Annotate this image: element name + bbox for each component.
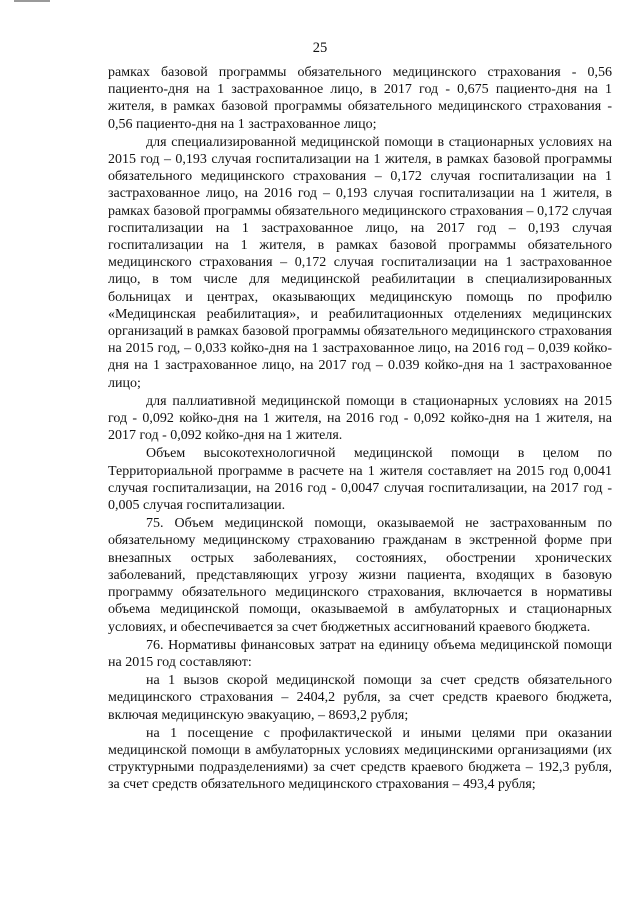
- scan-corner-mark: [14, 0, 50, 2]
- document-body: [108, 64, 612, 795]
- paragraph-item-75: 75. Объем медицинской помощи, оказываемой не застрахованным по обязательному медицинскому страхованию гражданам в экстренной форме при внезапных острых заболеваниях, состояниях, обострении хронических заболеваний, представляющих угрозу жизни пациента, входящих в базовую программу обязательного медицинского страхования, включается в нормативы объема медицинской помощи, оказываемой в амбулаторных и стационарных условиях, и обеспечивается за счет бюджетных ассигнований краевого бюджета.: [108, 516, 612, 635]
- paragraph-continued: рамках базовой программы обязательного медицинского страхования - 0,56 пациенто-дня на 1 застрахованное лицо, в 2017 год - 0,675 пациенто-дня на 1 жителя, в рамках базовой программы обязательного медицинского страхования - 0,56 пациенто-дня на 1 застрахованное лицо;: [108, 65, 612, 132]
- paragraph-specialized-care: для специализированной медицинской помощи в стационарных условиях на 2015 год – 0,193 случая госпитализации на 1 жителя, в рамках базовой программы обязательного медицинского страхования – 0,172 случая госпитализации на 1 застрахованное лицо, на 2016 год – 0,193 случая госпитализации на 1 жителя, в рамках базовой программы обязательного медицинского страхования – 0,172 случая госпитализации на 1 застрахованное лицо, на 2017 год – 0,193 случая госпитализации на 1 жителя, в рамках базовой программы обязательного медицинского страхования – 0,172 случая госпитализации на 1 застрахованное лицо, в том числе для медицинской реабилитации в специализированных больницах и центрах, оказывающих медицинскую помощь по профилю «Медицинская реабилитация», и реабилитационных отделениях медицинских организаций в рамках базовой программы обязательного медицинского страхования на 2015 год, – 0,033 койко-дня на 1 застрахованное лицо, на 2016 год – 0,039 койко-дня на 1 застрахованное лицо, на 2017 год – 0.039 койко-дня на 1 застрахованное лицо;: [108, 134, 612, 391]
- paragraph-palliative-care: для паллиативной медицинской помощи в стационарных условиях на 2015 год - 0,092 койко-дня на 1 жителя, на 2016 год - 0,092 койко-дня на 1 жителя, на 2017 год - 0,092 койко-дня на 1 жителя.: [108, 393, 612, 444]
- paragraph-high-tech-care: Объем высокотехнологичной медицинской помощи в целом по Территориальной программе в расчете на 1 жителя составляет на 2015 год 0,0041 случая госпитализации, на 2016 год - 0,0047 случая госпитализации, на 2017 год - 0,005 случая госпитализации.: [108, 446, 612, 514]
- page-number: 25: [312, 40, 328, 56]
- paragraph-item-76: 76. Нормативы финансовых затрат на единицу объема медицинской помощи на 2015 год составляют:: [108, 637, 612, 670]
- paragraph-visit-cost: на 1 посещение с профилактической и иными целями при оказании медицинской помощи в амбулаторных условиях медицинскими организациями (их структурными подразделениями) за счет средств краевого бюджета – 192,3 рубля, за счет средств обязательного медицинского страхования – 493,4 рубля;: [108, 725, 612, 793]
- paragraph-ambulance-cost: на 1 вызов скорой медицинской помощи за счет средств обязательного медицинского страхования – 2404,2 рубля, за счет средств краевого бюджета, включая медицинскую эвакуацию, – 8693,2 рубля;: [108, 673, 612, 723]
